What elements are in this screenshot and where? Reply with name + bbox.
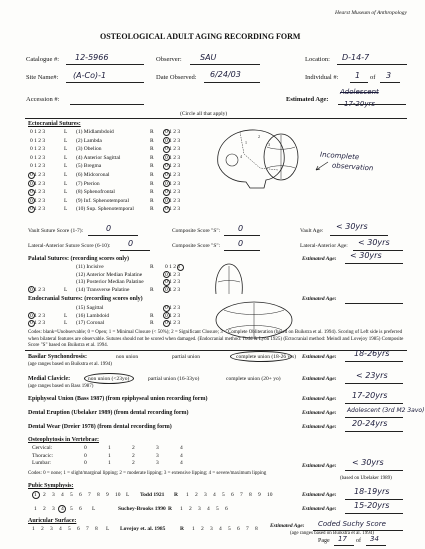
individual-total-underline xyxy=(380,82,400,83)
side-r: R xyxy=(150,129,154,135)
side-l: L xyxy=(64,312,68,319)
selected-score-circle xyxy=(32,491,40,499)
composite2-score-label: Composite Score "S": xyxy=(172,243,221,249)
left-score-scale[interactable]: 0 1 2 3 xyxy=(30,172,46,178)
left-score-scale[interactable]: 0 1 2 3 xyxy=(30,146,46,153)
basilar-est-value[interactable]: 18-26yrs xyxy=(354,349,390,358)
page-label: Page xyxy=(318,538,330,544)
right-score-scale[interactable]: 0 1 2 3 xyxy=(165,146,181,153)
wear-est-underline xyxy=(345,431,403,432)
catalogue-underline xyxy=(66,64,144,65)
location-value[interactable]: D-14-7 xyxy=(342,53,370,62)
pubic-right-option[interactable]: 9 xyxy=(258,492,261,498)
auricular-left-option[interactable]: 5 xyxy=(68,526,71,532)
side-l: L xyxy=(64,163,68,170)
composite2-underline xyxy=(224,250,260,251)
endocranial-est-label: Estimated Age: xyxy=(302,296,337,302)
selected-score-circle xyxy=(163,305,170,312)
side-l: L xyxy=(106,526,110,532)
palate-diagram xyxy=(212,262,246,296)
suture-name: (1) Midlambdoid xyxy=(76,129,114,135)
selected-score-circle xyxy=(163,206,170,213)
left-score-scale[interactable]: 0 1 2 3 xyxy=(30,129,46,135)
individual-underline xyxy=(350,82,368,83)
arrow-icon xyxy=(312,160,330,174)
incomplete-note-2: observation xyxy=(331,161,374,173)
osteophytosis-heading: Osteophytosis in Vertebrae: xyxy=(28,437,99,443)
form-title: OSTEOLOGICAL ADULT AGING RECORDING FORM xyxy=(100,32,301,41)
pubic-left-option[interactable]: 3 xyxy=(52,492,55,498)
selected-score-circle xyxy=(163,271,170,278)
epiphyseal-est-value[interactable]: 17-20yrs xyxy=(352,391,388,400)
osteo-score-option[interactable]: 4 xyxy=(180,460,183,466)
pubic-left-option[interactable]: 1 xyxy=(34,492,37,498)
endo-right-scale[interactable]: 0 1 2 3 xyxy=(165,320,181,326)
side-l: L xyxy=(92,506,96,512)
side-l: L xyxy=(64,137,68,144)
side-l: L xyxy=(126,492,130,498)
skull-top-diagram xyxy=(262,132,300,182)
osteo-score-option[interactable]: 3 xyxy=(156,452,159,459)
osteo-score-option[interactable]: 3 xyxy=(156,460,159,466)
pubic-todd-est-value[interactable]: 18-19yrs xyxy=(354,487,390,496)
side-r: R xyxy=(150,163,154,170)
pubic-left-option[interactable]: 4 xyxy=(61,506,64,512)
side-r: R xyxy=(150,312,154,319)
endocranial-heading: Endocranial Sutures: (recording scores only) xyxy=(28,296,143,302)
auricular-method-label: Lovejoy et. al. 1985 xyxy=(120,526,166,532)
catalogue-label: Catalogue #: xyxy=(26,56,60,63)
clavicle-sub: (age ranges based on Bass 1987) xyxy=(28,384,94,389)
accession-label: Accession #: xyxy=(26,96,60,103)
pubic-right-option[interactable]: 8 xyxy=(249,492,252,498)
side-l: L xyxy=(64,129,68,135)
side-r: R xyxy=(150,154,154,161)
right-score-scale[interactable]: 0 1 2 3 xyxy=(165,172,181,178)
vault-age-underline xyxy=(330,235,388,236)
endo-left-scale[interactable]: 0 1 2 3 xyxy=(30,312,46,319)
suture-name: (10) Sup. Sphenotemporal xyxy=(76,206,134,213)
osteo-score-option[interactable]: 0 xyxy=(84,460,87,466)
selected-score-circle xyxy=(177,264,184,271)
pubic-left-option[interactable]: 9 xyxy=(106,492,109,498)
left-score-scale[interactable]: 0 1 2 3 xyxy=(30,180,46,187)
auricular-right-option[interactable]: 3 xyxy=(210,526,213,532)
auricular-left-option[interactable]: 3 xyxy=(50,526,53,532)
circle-note: (Circle all that apply) xyxy=(180,111,228,117)
right-score-scale[interactable]: 0 1 2 3 xyxy=(165,154,181,161)
osteo-codes: Codes: 0 = none; 1 = slight/marginal lipping; 2 = moderate lipping; 3 = extensive lipping; 4 = severe/maximum lipping xyxy=(28,471,267,476)
auricular-left-option[interactable]: 1 xyxy=(32,526,35,532)
left-score-scale[interactable]: 0 1 2 3 xyxy=(30,154,46,161)
suture-name: (5) Bregma xyxy=(76,163,102,170)
auricular-left-option[interactable]: 4 xyxy=(59,526,62,532)
pubic-left-option[interactable]: 8 xyxy=(97,492,100,498)
palatal-right-scale[interactable]: 0 1 2 3 xyxy=(165,286,181,293)
endo-left-scale[interactable]: 0 1 2 3 xyxy=(30,320,46,326)
pubic-left-option[interactable]: 2 xyxy=(43,506,46,512)
est-age-value-1[interactable]: Adolescent xyxy=(340,88,379,96)
palatal-right-scale[interactable]: 0 1 2 3 xyxy=(165,264,181,270)
composite-score-label: Composite Score "S": xyxy=(172,228,221,234)
date-value[interactable]: 6/24/03 xyxy=(210,70,241,79)
pubic-left-option[interactable]: 10 xyxy=(115,492,121,498)
pubic-left-option[interactable]: 3 xyxy=(52,506,55,512)
lateral-age-label: Lateral-Anterior Age: xyxy=(300,243,348,249)
clavicle-opt1[interactable]: non union (<23yo) xyxy=(88,376,130,382)
observer-label: Observer: xyxy=(156,56,182,63)
palatal-heading: Palatal Sutures: (recording scores only) xyxy=(28,256,129,262)
side-l: L xyxy=(64,146,68,153)
lateral-score-underline xyxy=(120,250,150,251)
osteo-basis: (based on Ubelaker 1989) xyxy=(340,476,392,481)
selected-score-circle xyxy=(163,146,170,153)
endocranial-est-underline xyxy=(345,303,403,304)
date-underline xyxy=(204,82,260,83)
eruption-est-underline xyxy=(345,417,403,418)
side-l: L xyxy=(64,172,68,178)
pubic-todd-est-label: Estimated Age: xyxy=(302,492,337,498)
left-score-scale[interactable]: 0 1 2 3 xyxy=(30,197,46,204)
palatal-right-scale[interactable]: 0 1 2 3 xyxy=(165,271,181,278)
auricular-heading: Auricular Surface: xyxy=(28,518,77,524)
auricular-right-option[interactable]: 5 xyxy=(228,526,231,532)
pubic-right-option[interactable]: 6 xyxy=(225,506,228,512)
right-score-scale[interactable]: 0 1 2 3 xyxy=(165,137,181,144)
clavicle-opt2[interactable]: partial union (16-33yo) xyxy=(148,376,200,382)
suture-name: (8) Sphenofrontal xyxy=(76,189,115,196)
selected-score-circle xyxy=(163,320,170,327)
auricular-right-option[interactable]: 1 xyxy=(192,526,195,532)
location-label: Location: xyxy=(305,56,330,63)
pubic-method-label: Todd 1921 xyxy=(140,492,165,498)
right-score-scale[interactable]: 0 1 2 3 xyxy=(165,206,181,213)
eruption-label: Dental Eruption (Ubelaker 1989) (from dental recording form) xyxy=(28,410,189,416)
suture-name: (2) Lambda xyxy=(76,137,102,144)
eruption-est-value[interactable]: Adolescent (3rd M2 3avo) xyxy=(347,407,425,414)
side-l: L xyxy=(64,189,68,196)
clavicle-est-value[interactable]: < 23yrs xyxy=(356,371,388,380)
vertebra-label: Cervical: xyxy=(32,445,53,451)
clavicle-selected-circle xyxy=(84,373,134,384)
side-r: R xyxy=(150,206,154,213)
pubic-left-option[interactable]: 1 xyxy=(34,506,37,512)
osteo-est-value[interactable]: < 30yrs xyxy=(352,458,384,467)
basilar-selected-circle xyxy=(230,351,292,362)
osteo-est-label: Estimated Age: xyxy=(302,463,337,469)
lateral-age-value[interactable]: < 30yrs xyxy=(358,238,390,247)
selected-score-circle xyxy=(163,163,170,170)
selected-score-circle xyxy=(28,172,35,179)
left-score-scale[interactable]: 0 1 2 3 xyxy=(30,163,46,170)
pubic-right-option[interactable]: 3 xyxy=(198,506,201,512)
pubic-right-option[interactable]: 1 xyxy=(180,506,183,512)
pubic-left-option[interactable]: 5 xyxy=(70,506,73,512)
palatal-est-label: Estimated Age: xyxy=(302,256,337,262)
date-label: Date Observed: xyxy=(156,74,197,81)
vault-age-label: Vault Age: xyxy=(300,228,324,234)
pubic-left-option[interactable]: 2 xyxy=(43,492,46,498)
vertebra-label: Thoracic: xyxy=(32,452,54,459)
svg-text:3: 3 xyxy=(268,142,270,147)
palatal-left-scale[interactable]: 0 1 2 3 xyxy=(30,286,46,293)
side-r: R xyxy=(150,172,154,178)
pubic-right-option[interactable]: 2 xyxy=(189,506,192,512)
side-l: L xyxy=(64,286,68,293)
selected-score-circle xyxy=(163,129,170,136)
endo-suture-name: (17) Coronal xyxy=(76,320,105,326)
clavicle-est-underline xyxy=(345,383,403,384)
pubic-left-option[interactable]: 6 xyxy=(79,506,82,512)
basilar-sub: (age ranges based on Buikstra et al. 1994) xyxy=(28,362,112,367)
museum-name: Hearst Museum of Anthropology xyxy=(335,10,407,16)
suture-name: (7) Pterion xyxy=(76,180,100,187)
basilar-opt2[interactable]: partial union xyxy=(172,354,200,360)
composite2-score-value[interactable]: 0 xyxy=(238,239,244,248)
left-score-scale[interactable]: 0 1 2 3 xyxy=(30,137,46,144)
pubic-heading: Pubic Symphysis: xyxy=(28,483,74,489)
palatal-suture-name: (11) Incisive xyxy=(76,264,104,270)
osteo-score-option[interactable]: 1 xyxy=(108,445,111,451)
right-score-scale[interactable]: 0 1 2 3 xyxy=(165,189,181,196)
endo-right-scale[interactable]: 0 1 2 3 xyxy=(165,305,181,311)
selected-score-circle xyxy=(163,312,170,319)
auricular-right-option[interactable]: 8 xyxy=(255,526,258,532)
selected-score-circle xyxy=(163,279,170,286)
basilar-label: Basilar Synchondrosis: xyxy=(28,354,87,360)
osteo-score-option[interactable]: 4 xyxy=(180,445,183,451)
wear-est-value[interactable]: 20-24yrs xyxy=(352,419,388,428)
vault-age-value[interactable]: < 30yrs xyxy=(336,222,368,231)
svg-text:1: 1 xyxy=(245,140,247,145)
side-r: R xyxy=(150,189,154,196)
side-r: R xyxy=(150,320,154,326)
pubic-right-option[interactable]: 3 xyxy=(204,492,207,498)
side-r: R xyxy=(174,492,178,498)
pubic-suchey-est-underline xyxy=(345,513,403,514)
pubic-left-option[interactable]: 5 xyxy=(70,492,73,498)
composite-underline xyxy=(224,235,260,236)
side-l: L xyxy=(64,206,68,213)
side-l: L xyxy=(64,320,68,326)
site-label: Site Name#: xyxy=(26,74,59,81)
right-score-scale[interactable]: 0 1 2 3 xyxy=(165,129,181,135)
selected-score-circle xyxy=(163,172,170,179)
suture-name: (4) Anterior Sagittal xyxy=(76,154,121,161)
auricular-right-option[interactable]: 7 xyxy=(246,526,249,532)
auricular-right-option[interactable]: 4 xyxy=(219,526,222,532)
side-r: R xyxy=(150,197,154,204)
selected-score-circle xyxy=(163,189,170,196)
auricular-left-option[interactable]: 2 xyxy=(41,526,44,532)
side-r: R xyxy=(168,506,172,512)
individual-total[interactable]: 3 xyxy=(386,71,392,80)
pubic-right-option[interactable]: 10 xyxy=(267,492,273,498)
pubic-suchey-est-value[interactable]: 15-20yrs xyxy=(354,501,390,510)
total-underline xyxy=(366,545,386,546)
left-score-scale[interactable]: 0 1 2 3 xyxy=(30,206,46,213)
clavicle-opt3[interactable]: complete union (20+ yo) xyxy=(226,376,281,382)
osteo-score-option[interactable]: 0 xyxy=(84,445,87,451)
palatal-est-underline xyxy=(345,263,403,264)
side-l: L xyxy=(64,180,68,187)
selected-score-circle xyxy=(28,189,35,196)
divider-top xyxy=(25,118,407,119)
suture-name: (6) Midcoronal xyxy=(76,172,110,178)
left-score-scale[interactable]: 0 1 2 3 xyxy=(30,189,46,196)
basilar-est-underline xyxy=(345,361,403,362)
side-r: R xyxy=(150,146,154,153)
page-underline xyxy=(334,545,354,546)
est-age-label: Estimated Age: xyxy=(286,96,329,103)
pubic-right-option[interactable]: 6 xyxy=(231,492,234,498)
vertebra-label: Lumbar: xyxy=(32,460,51,466)
osteo-score-option[interactable]: 2 xyxy=(132,452,135,459)
pubic-left-option[interactable]: 6 xyxy=(79,492,82,498)
accession-underline xyxy=(70,104,144,105)
suture-name: (3) Obelion xyxy=(76,146,102,153)
pubic-right-option[interactable]: 1 xyxy=(186,492,189,498)
auricular-left-option[interactable]: 8 xyxy=(95,526,98,532)
lateral-score-label: Lateral-Anterior Suture Score (6-10): xyxy=(28,243,111,249)
auricular-right-option[interactable]: 2 xyxy=(201,526,204,532)
pubic-left-option[interactable]: 4 xyxy=(61,492,64,498)
selected-score-circle xyxy=(163,286,170,293)
site-underline xyxy=(66,82,144,83)
individual-value[interactable]: 1 xyxy=(355,71,361,80)
selected-score-circle xyxy=(28,320,35,327)
selected-score-circle xyxy=(28,286,35,293)
catalogue-value[interactable]: 12-5966 xyxy=(75,53,109,62)
palatal-suture-name: (12) Anterior Median Palatine xyxy=(76,271,143,278)
auricular-est-label: Estimated Age: xyxy=(270,523,305,529)
side-l: L xyxy=(64,154,68,161)
basilar-est-label: Estimated Age: xyxy=(302,354,337,360)
individual-of: of xyxy=(370,74,376,81)
svg-text:4: 4 xyxy=(240,154,242,159)
divider-mid xyxy=(25,350,407,351)
incomplete-note-1: Incomplete xyxy=(319,150,360,162)
site-value[interactable]: (A-Co)-1 xyxy=(73,71,107,80)
auricular-right-option[interactable]: 6 xyxy=(237,526,240,532)
pubic-suchey-est-label: Estimated Age: xyxy=(302,506,337,512)
vault-score-label: Vault Suture Score (1-7): xyxy=(28,228,84,234)
osteo-score-option[interactable]: 1 xyxy=(108,460,111,466)
wear-est-label: Estimated Age: xyxy=(302,424,337,430)
osteo-est-underline xyxy=(345,470,403,471)
right-score-scale[interactable]: 0 1 2 3 xyxy=(165,163,181,170)
osteo-score-option[interactable]: 2 xyxy=(132,445,135,451)
epiphyseal-label: Epiphyseal Union (Bass 1987) (from epiphyseal union recording form) xyxy=(28,396,208,402)
osteo-score-option[interactable]: 3 xyxy=(156,445,159,451)
observer-underline xyxy=(190,64,260,65)
endo-suture-name: (16) Lambdoid xyxy=(76,312,110,319)
est-age-value-2[interactable]: 17-20yrs xyxy=(344,100,376,108)
eruption-est-label: Estimated Age: xyxy=(302,410,337,416)
endo-right-scale[interactable]: 0 1 2 3 xyxy=(165,312,181,319)
auricular-left-option[interactable]: 7 xyxy=(86,526,89,532)
auricular-est-value[interactable]: Coded Suchy Score xyxy=(318,520,386,528)
osteo-score-option[interactable]: 1 xyxy=(108,452,111,459)
basilar-opt1[interactable]: non union xyxy=(116,354,139,360)
pubic-right-option[interactable]: 2 xyxy=(195,492,198,498)
endo-suture-name: (15) Sagittal xyxy=(76,305,104,311)
lateral-score-value[interactable]: 0 xyxy=(128,239,134,248)
location-underline xyxy=(337,64,407,65)
clavicle-label: Medial Clavicle: xyxy=(28,376,71,382)
wear-label: Dental Wear (Dreier 1978) (from dental recording form) xyxy=(28,424,172,430)
palatal-suture-name: (13) Posterior Median Palatine xyxy=(76,279,144,285)
side-r: R xyxy=(150,286,154,293)
osteo-score-option[interactable]: 4 xyxy=(180,452,183,459)
codes-note: Codes: blank=Unobservable; 0 = Open; 1 = Minimal Closure (< 50%); 2 = Significant Closure; 3 = Complete Obliteration (based on Buikstra et al. 1994). Scoring of Left side is preferred when bilateral features are observable. Sutures should not be scored when damaged. (Endocranial method: Todd & Lyon 1925) (Ectocranial method: Meindl and Lovejoy 1985) Composite Score "S" based on Buikstra et al. 1994. xyxy=(28,330,404,348)
pubic-right-option[interactable]: 5 xyxy=(216,506,219,512)
vault-score-value[interactable]: 0 xyxy=(106,224,112,233)
palatal-est-value[interactable]: < 30yrs xyxy=(350,251,382,260)
pubic-right-option[interactable]: 4 xyxy=(213,492,216,498)
suture-name: (9) Inf. Sphenotemporal xyxy=(76,197,129,204)
composite-score-value[interactable]: 0 xyxy=(238,224,244,233)
pubic-right-option[interactable]: 7 xyxy=(240,492,243,498)
osteo-score-option[interactable]: 0 xyxy=(84,452,87,459)
total-value: 34 xyxy=(370,535,379,543)
osteo-score-option[interactable]: 2 xyxy=(132,460,135,466)
page-of: of xyxy=(356,538,361,544)
side-r: R xyxy=(150,137,154,144)
pubic-right-option[interactable]: 5 xyxy=(222,492,225,498)
individual-label: Individual #: xyxy=(305,74,339,81)
right-score-scale[interactable]: 0 1 2 3 xyxy=(165,180,181,187)
page-value: 17 xyxy=(338,535,347,543)
vault-score-underline xyxy=(88,235,138,236)
ectocranial-heading: Ectocranial Sutures: xyxy=(28,121,81,127)
epiphyseal-est-underline xyxy=(345,403,403,404)
epiphyseal-est-label: Estimated Age: xyxy=(302,396,337,402)
pubic-todd-est-underline xyxy=(345,499,403,500)
selected-score-circle xyxy=(28,206,35,213)
palatal-suture-name: (14) Transverse Palatine xyxy=(76,286,130,293)
side-r: R xyxy=(150,180,154,187)
side-l: L xyxy=(64,197,68,204)
auricular-left-option[interactable]: 6 xyxy=(77,526,80,532)
side-r: R xyxy=(180,526,184,532)
selected-score-circle xyxy=(28,312,35,319)
palatal-right-scale[interactable]: 0 1 2 3 xyxy=(165,279,181,285)
clavicle-est-label: Estimated Age: xyxy=(302,376,337,382)
svg-text:2: 2 xyxy=(258,134,260,139)
right-score-scale[interactable]: 0 1 2 3 xyxy=(165,197,181,204)
pubic-method-label: Suchey-Brooks 1990 xyxy=(118,506,166,512)
basilar-opt3[interactable]: complete union (18-26 yrs) xyxy=(236,354,297,360)
pubic-left-option[interactable]: 7 xyxy=(88,492,91,498)
observer-value[interactable]: SAU xyxy=(200,53,217,62)
auricular-sub: (age ranges based on Buikstra et al. 1994) xyxy=(290,531,374,536)
pubic-right-option[interactable]: 4 xyxy=(207,506,210,512)
side-r: R xyxy=(150,264,154,270)
selected-score-circle xyxy=(58,505,66,513)
